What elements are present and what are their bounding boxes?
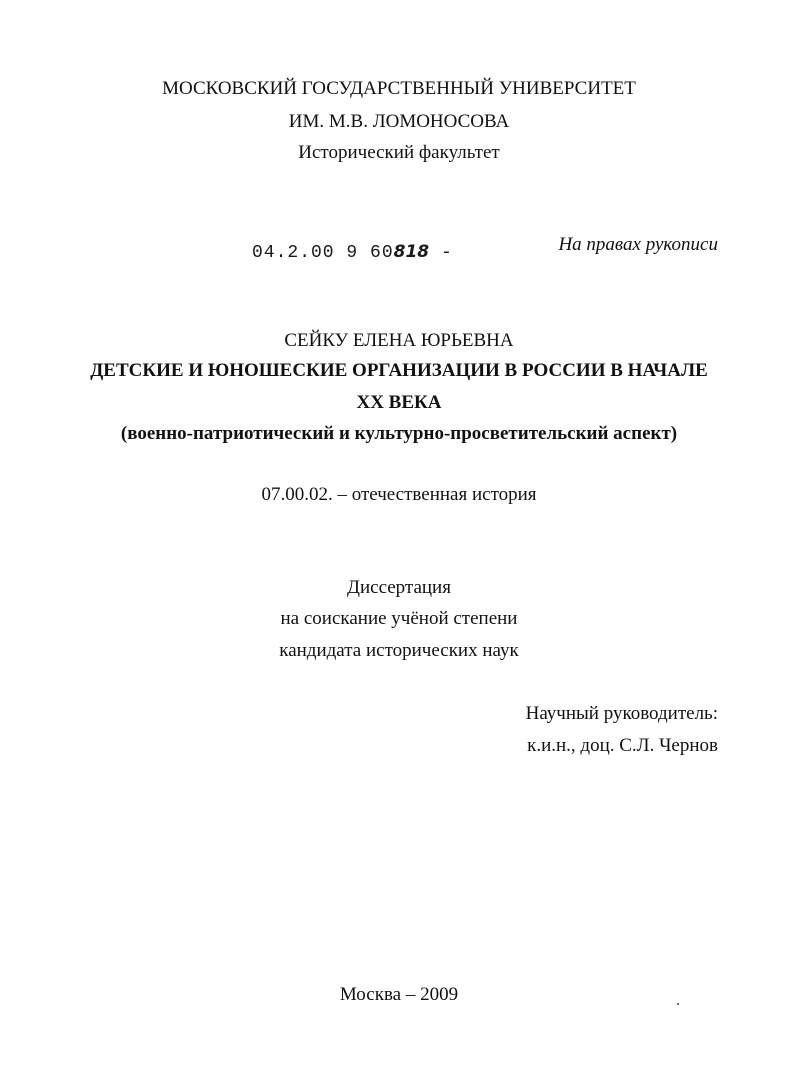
registry-stamp xyxy=(252,242,453,263)
specialty-code: 07.00.02. – отечественная история xyxy=(261,484,537,505)
scan-speck xyxy=(677,1003,679,1005)
stamp-number-bold: 818 xyxy=(393,242,430,262)
university-name: МОСКОВСКИЙ ГОСУДАРСТВЕННЫЙ УНИВЕРСИТЕТ xyxy=(162,78,636,99)
place-and-year: Москва – 2009 xyxy=(339,984,459,1005)
advisor-label: Научный руководитель: xyxy=(525,703,718,724)
manuscript-note: На правах рукописи xyxy=(558,234,718,255)
dissertation-title-line1: ДЕТСКИЕ И ЮНОШЕСКИЕ ОРГАНИЗАЦИИ В РОССИИ В НАЧАЛЕ xyxy=(90,360,708,381)
dissertation-title-line2: XX ВЕКА xyxy=(356,392,442,413)
degree-line2: на соискание учёной степени xyxy=(280,608,518,629)
advisor-name: к.и.н., доц. С.Л. Чернов xyxy=(527,735,718,756)
degree-line1: Диссертация xyxy=(347,577,451,598)
university-honorific: ИМ. М.В. ЛОМОНОСОВА xyxy=(288,111,510,132)
faculty-name: Исторический факультет xyxy=(298,142,500,163)
stamp-number: 04.2.00 9 60 xyxy=(252,243,394,263)
author-name: СЕЙКУ ЕЛЕНА ЮРЬЕВНА xyxy=(284,330,514,351)
stamp-mark: - xyxy=(440,243,453,263)
degree-line3: кандидата исторических наук xyxy=(279,640,519,661)
dissertation-subtitle: (военно-патриотический и культурно-просветительский аспект) xyxy=(120,423,678,444)
